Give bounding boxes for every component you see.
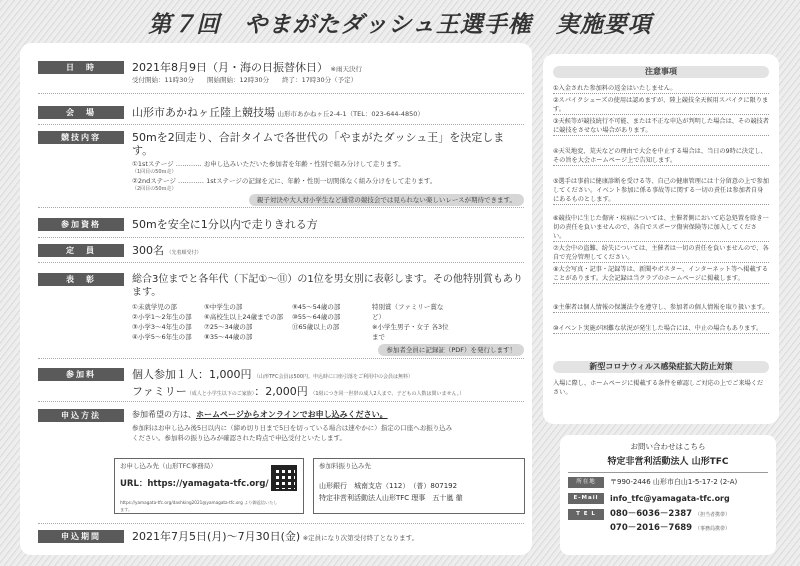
qual-text: 50mを安全に1分以内で走りきれる方 bbox=[132, 218, 318, 231]
award-categories bbox=[132, 302, 524, 342]
contact-org: 特定非営利活動法人 山形TFC bbox=[607, 457, 729, 467]
note-item: ①入金された参加料の返金はいたしません。 bbox=[553, 84, 769, 94]
note-item: ⑥競技中に生じた傷害・疾病については、主催者側において応急処置を除き一切の責任を負いませんので、各自でスポーツ傷害保険等に加入してください。 bbox=[553, 215, 769, 240]
fee-individual-note: （山形TFC会員は500円。申込時に口座引落をご利用中の会員は無料） bbox=[254, 374, 414, 380]
award-cat: ⑧35～44歳の部 bbox=[204, 333, 253, 341]
date-rain: ※雨天決行 bbox=[330, 65, 362, 73]
fee-family: ファミリー bbox=[132, 385, 187, 398]
mail-label: E-Mail bbox=[568, 493, 604, 504]
notes-panel bbox=[543, 54, 779, 424]
note-item: ⑧大会写真・記事・記録等は、新聞やポスター、インターネット等へ掲載することがあります。大会記録は当クラブのホームページに掲載します。 bbox=[553, 266, 769, 282]
fee-family-who: （成人と小学生以下のご家族） bbox=[186, 391, 255, 397]
award-cat: ②小学1～2年生の部 bbox=[132, 313, 192, 321]
capacity-label: 定 員 bbox=[38, 244, 124, 257]
apply-online-link[interactable]: ホームページからオンラインでお申し込みください。 bbox=[196, 410, 388, 419]
note-item: ⑦大会中の盗難、紛失については、主催者は一切の責任を負いませんので、各自で充分管理してください。 bbox=[553, 245, 769, 261]
tel-label: T E L bbox=[568, 509, 604, 520]
page-title: 第７回 やまがたダッシュ王選手権 実施要項 bbox=[148, 11, 652, 38]
award-cat: ⑨45～54歳の部 bbox=[292, 303, 341, 311]
stage1: ①1stステージ ………… お申し込みいただいた参加者を年齢・性別で組み分けして走ります。 bbox=[132, 160, 405, 168]
apply-url[interactable]: URL：https://yamagata-tfc.org/ bbox=[120, 479, 269, 489]
qr-code[interactable] bbox=[271, 465, 297, 491]
period-note: ※定員になり次第受付終了となります。 bbox=[302, 534, 419, 542]
note-item: ⑩イベント実施が困難な状況が発生した場合には、中止の場合もあります。 bbox=[553, 324, 769, 334]
contact-panel bbox=[560, 435, 776, 555]
period-label: 申込期間 bbox=[38, 530, 124, 543]
stage1-note: （1回目の50ｍ走） bbox=[132, 169, 177, 175]
award-cat: ③小学3～4年生の部 bbox=[132, 323, 192, 331]
fee-family-price: ：2,000円 bbox=[254, 385, 308, 398]
award-cat: ①未就学児の部 bbox=[132, 303, 177, 311]
bank-line1: 山形銀行 城南支店（112） （普）807192 bbox=[319, 482, 458, 490]
award-cat: ④小学5～6年生の部 bbox=[132, 333, 192, 341]
stage2: ②2ndステージ ………… 1stステージの記録を元に、年齢・性別一切関係なく組み分けをして走ります。 bbox=[132, 177, 437, 185]
contact-head: お問い合わせはこちら bbox=[630, 442, 706, 451]
date-main: 2021年8月9日（月・海の日振替休日） bbox=[132, 61, 328, 74]
venue-name: 山形市あかねヶ丘陸上競技場 bbox=[132, 106, 275, 119]
apply-box-title: お申し込み先（山形TFC事務局） bbox=[120, 462, 217, 470]
date-sub: 受付開始：11時30分 開始開始：12時30分 終了：17時30分（予定） bbox=[132, 76, 358, 84]
apply-line3: ください。参加料の振り込みが確認された時点で申込受付といたします。 bbox=[132, 434, 346, 442]
covid-header: 新型コロナウィルス感染症拡大防止対策 bbox=[553, 361, 769, 373]
tel2-note: （事務局携帯） bbox=[695, 526, 731, 532]
award-cat: ⑦25～34歳の部 bbox=[204, 323, 253, 331]
apply-label: 申込方法 bbox=[38, 409, 124, 422]
apply-url-note: https://yamagata-tfc.org/dashking2021@yamagata-tfc.org より御返信いたします。 bbox=[120, 500, 278, 512]
tel1-note: （担当者携帯） bbox=[695, 512, 731, 518]
capacity-text: 300名 bbox=[132, 244, 164, 257]
contents-main: 50mを2回走り、合計タイムで各世代の「やまがたダッシュ王」を決定します。 bbox=[132, 131, 505, 157]
apply-box bbox=[114, 458, 304, 514]
contents-label: 競技内容 bbox=[38, 131, 124, 144]
main-panel bbox=[20, 43, 532, 555]
venue-address: 山形市あかねヶ丘2-4-1（TEL：023-644-4850） bbox=[277, 110, 424, 118]
note-item: ③天候等が競技続行不可能、または不正な申込が判明した場合は、その競技者に競技をさせない場合があります。 bbox=[553, 118, 769, 134]
award-cat: ⑩55～64歳の部 bbox=[292, 313, 341, 321]
contact-address: 〒990-2446 山形市白山1-5-17-2 (2-A) bbox=[610, 478, 738, 486]
venue-label: 会 場 bbox=[38, 106, 124, 119]
contact-email[interactable]: info_tfc@yamagata-tfc.org bbox=[610, 494, 730, 503]
qual-label: 参加資格 bbox=[38, 218, 124, 231]
addr-label: 所在地 bbox=[568, 477, 604, 488]
award-special: 特別賞（ファミリー賞など） bbox=[372, 303, 444, 321]
date-label: 日 時 bbox=[38, 61, 124, 74]
contents-pill: 親子対決や大人対小学生など通常の競技会では見られない楽しいレースが期待できます。 bbox=[249, 194, 524, 206]
award-cat: ⑪65歳以上の部 bbox=[292, 323, 340, 331]
notes-header: 注意事項 bbox=[553, 66, 769, 78]
apply-intro: 参加希望の方は、 bbox=[132, 410, 196, 419]
bank-title: 参加料振り込み先 bbox=[319, 462, 371, 470]
stage2-note: （2回目の50ｍ走） bbox=[132, 186, 177, 192]
fee-family-note: （1組につき同一世帯の成人2人まで、子どもの人数は問いません。） bbox=[310, 391, 465, 397]
awards-pill: 参加者全員に記録証（PDF）を発行します！ bbox=[378, 344, 524, 356]
period-main: 2021年7月5日(月)～7月30日(金) bbox=[132, 530, 301, 543]
note-item: ②スパイクシューズの使用は認めますが、陸上競技全天候用スパイクに限ります。 bbox=[553, 97, 769, 113]
award-cat: ⑥高校生以上24歳までの部 bbox=[204, 313, 284, 321]
award-special: ※小学生男子・女子 各3位まで bbox=[372, 323, 449, 341]
awards-label: 表 彰 bbox=[38, 273, 124, 286]
note-item: ④天災地変、荒天などの理由で大会を中止する場合は、当日の9時に決定し、その旨を大会ホームページ上で告知します。 bbox=[553, 147, 769, 166]
capacity-note: （先着順受付） bbox=[166, 250, 202, 256]
note-item: ⑤選手は事前に健康診断を受ける等、自己の健康管理には十分留意の上で参加してください。イベント参加に係る事故等に関する一切の責任は参加者自身にあるものとします。 bbox=[553, 178, 769, 203]
fee-label: 参加料 bbox=[38, 368, 124, 381]
contact-tel2[interactable]: 070－2016－7689 bbox=[610, 523, 693, 533]
fee-individual: 個人参加１人：1,000円 bbox=[132, 368, 252, 381]
note-item: ⑨主催者は個人情報の保護法令を遵守し、参加者の個人情報を取り扱います。 bbox=[553, 304, 769, 311]
awards-main: 総合3位までと各年代（下記①～⑪）の1位を男女別に表彰します。その他特別賞もあります。 bbox=[132, 274, 523, 298]
contact-tel1[interactable]: 080－6036－2387 bbox=[610, 509, 693, 519]
bank-box bbox=[313, 458, 525, 514]
covid-text: 入場に際し、ホームページに掲載する条件を確認しご対応の上でご来場ください。 bbox=[553, 380, 764, 396]
award-cat: ⑤中学生の部 bbox=[204, 303, 243, 311]
apply-line2: 参加料はお申し込み後5日以内に（締め切り日まで5日を切っている場合は速やかに）指定の口座へお振り込み bbox=[132, 424, 453, 432]
bank-line2: 特定非営利活動法人山形TFC 理事 五十嵐 徹 bbox=[319, 494, 463, 502]
